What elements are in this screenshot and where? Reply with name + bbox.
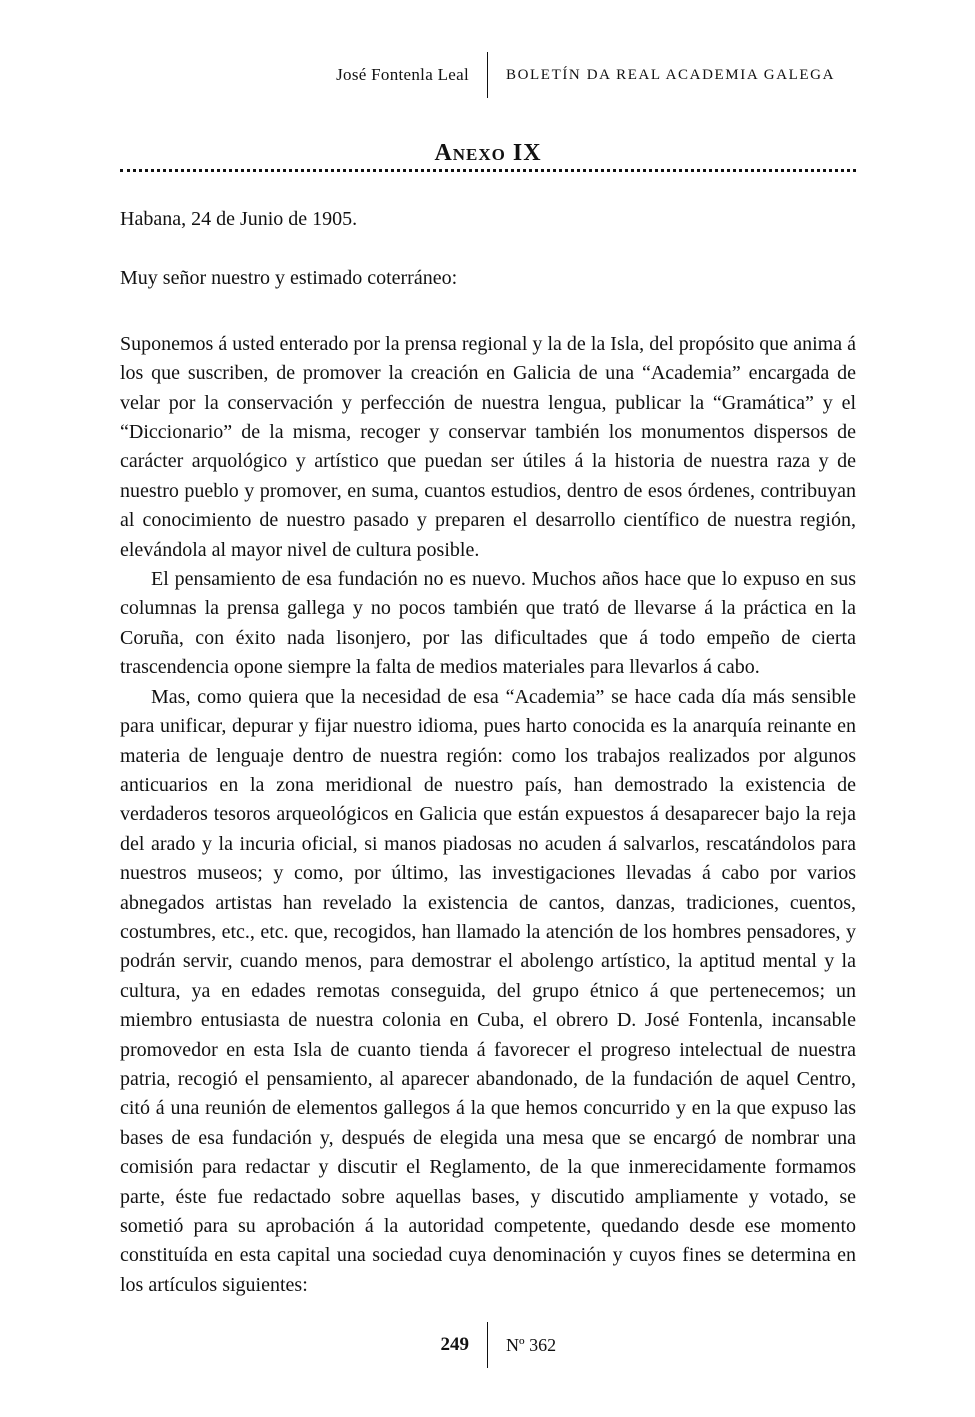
letter-dateline: Habana, 24 de Junio de 1905.: [120, 208, 358, 230]
header-journal-title: BOLETÍN DA REAL ACADEMIA GALEGA: [506, 66, 836, 83]
footer-page-number: 249: [440, 1334, 469, 1355]
running-header: [0, 52, 975, 98]
letter-body: [120, 205, 856, 1300]
annex-heading-block: [120, 140, 856, 172]
letter-paragraph: El pensamiento de esa fundación no es nuevo. Muchos años hace que lo expuso en sus columnas la prensa gallega y no pocos también que trató de llevarse á la práctica en la Coruña, con éxito nada lisonjero, por las dificultades que á todo empeño de cierta trascendencia opone siempre la falta de medios materiales para llevarlos á cabo.: [120, 568, 856, 679]
annex-title: Anexo IX: [434, 140, 542, 166]
letter-paragraph: Suponemos á usted enterado por la prensa regional y la de la Isla, del propósito que anima á los que suscriben, de promover la creación en Galicia de una “Academia” encargada de velar por la conservación y perfección de nuestra lengua, publicar la “Gramática” y el “Diccionario” de la misma, recoger y conservar también los monumentos dispersos de carácter arquológico y artístico que puedan ser útiles á la historia de nuestra raza y de nuestro pueblo y promover, en suma, cuantos estudios, dentro de esos órdenes, contribuyan al conocimiento de nuestro pasado y preparen el desarrollo científico de nuestra región, elevándola al mayor nivel de cultura posible.: [120, 332, 856, 561]
dotted-rule: [120, 169, 856, 172]
letter-salutation: Muy señor nuestro y estimado coterráneo:: [120, 267, 458, 290]
footer-issue-number: Nº 362: [506, 1334, 557, 1355]
page-footer: [0, 1322, 975, 1368]
header-author-name: José Fontenla Leal: [336, 65, 469, 84]
letter-paragraph: Mas, como quiera que la necesidad de esa “Academia” se hace cada día más sensible para unificar, depurar y fijar nuestro idioma, pues harto conocida es la anarquía reinante en materia de lenguaje dentro de nuestra región: como los trabajos realizados por algunos anticuarios en la zona meridional de nuestro país, han demostrado la existencia de verdaderos tesoros arqueológicos en Galicia que están expuestos á desaparecer bajo la reja del arado y la incuria oficial, si manos piadosas no acuden á salvarlos, rescatándolos para nuestros museos; y como, por último, las investigaciones llevadas á cabo por varios abnegados artistas han revelado la existencia de cantos, danzas, tradiciones, cuentos, costumbres, etc., etc. que, recogidos, han llamado la atención de los hombres pensadores, y podrán servir, cuando menos, para demostrar el abolengo artístico, la aptitud mental y la cultura, ya en edades remotas conseguida, del grupo étnico á que pertenecemos; un miembro entusiasta de nuestra colonia en Cuba, el obrero D. José Fontenla, incansable promovedor en esta Isla de cuanto tienda á favorecer el progreso intelectual de nuestra patria, recogió el pensamiento, al aparecer abandonado, de la fundación de aquel Centro, citó á una reunión de elementos gallegos á la que hemos concurrido y en la que expuso las bases de esa fundación y, después de elegida una mesa que se encargó de nombrar una comisión para redactar y discutir el Reglamento, de la que inmerecidamente formamos parte, éste fue redactado sobre aquellas bases, y discutido ampliamente y votado, se sometió para su aprobación á la autoridad competente, quedando desde ese momento constituída en esta capital una sociedad cuya denominación y cuyos fines se determina en los artículos siguientes:: [120, 685, 856, 1296]
